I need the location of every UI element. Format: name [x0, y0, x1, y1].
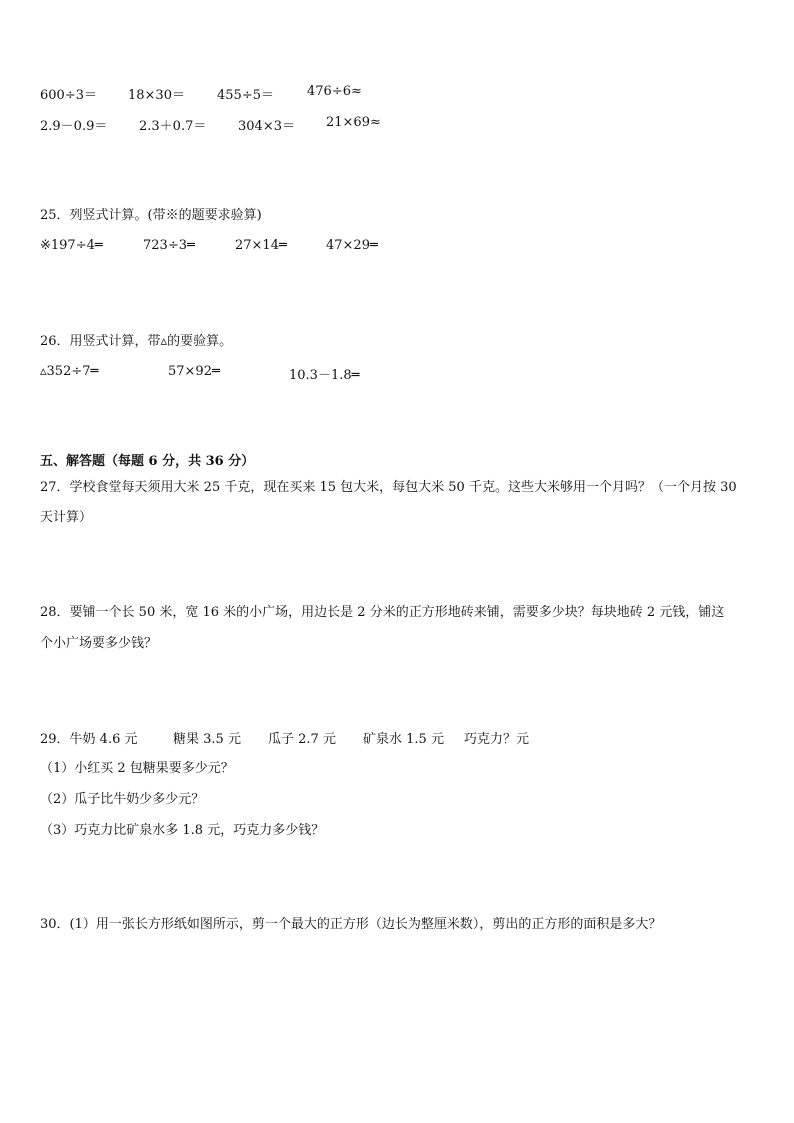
- oral-calc-item: 600÷3＝: [40, 88, 97, 103]
- question-29-sub-2: （2）瓜子比牛奶少多少元？: [40, 792, 205, 807]
- oral-calc-item: 2.9－0.9＝: [40, 119, 108, 134]
- calc-item: ▵352÷7═: [40, 364, 99, 379]
- question-29-sub-1: （1）小红买 2 包糖果要多少元？: [40, 761, 234, 776]
- question-27-line-1: 27．学校食堂每天须用大米 25 千克，现在买来 15 包大米，每包大米 50 千克。这些大米够用一个月吗？（一个月按 30: [40, 480, 737, 495]
- oral-calc-item: 476÷6≈: [307, 84, 362, 99]
- oral-calc-item: 455÷5＝: [217, 88, 274, 103]
- question-30-line-1: 30．(1）用一张长方形纸如图所示，剪一个最大的正方形（边长为整厘米数），剪出的正方形的面积是多大？: [40, 917, 662, 932]
- price-item: 瓜子 2.7 元: [268, 732, 336, 747]
- section-5-heading: 五、解答题（每题 6 分，共 36 分）: [40, 454, 255, 469]
- question-28-line-1: 28．要铺一个长 50 米，宽 16 米的小广场，用边长是 2 分米的正方形地砖来铺，需要多少块？每块地砖 2 元钱，铺这: [40, 605, 725, 620]
- calc-item: 27×14═: [235, 238, 287, 253]
- oral-calc-item: 18×30＝: [128, 88, 185, 103]
- price-item: 巧克力？元: [464, 732, 530, 747]
- price-item: 矿泉水 1.5 元: [363, 732, 444, 747]
- calc-item: ※197÷4═: [40, 238, 103, 253]
- question-27-line-2: 天计算）: [40, 510, 93, 525]
- price-item: 糖果 3.5 元: [173, 732, 241, 747]
- oral-calc-item: 21×69≈: [326, 115, 381, 130]
- calc-item: 723÷3═: [143, 238, 195, 253]
- calc-item: 10.3－1.8═: [289, 368, 360, 383]
- price-item: 29．牛奶 4.6 元: [40, 732, 138, 747]
- calc-item: 47×29═: [326, 238, 378, 253]
- oral-calc-item: 2.3＋0.7＝: [139, 119, 207, 134]
- question-28-line-2: 个小广场要多少钱？: [40, 636, 158, 651]
- question-26-title: 26．用竖式计算，带▵的要验算。: [40, 334, 233, 349]
- calc-item: 57×92═: [168, 364, 220, 379]
- question-29-sub-3: （3）巧克力比矿泉水多 1.8 元，巧克力多少钱？: [40, 823, 325, 838]
- oral-calc-item: 304×3＝: [238, 119, 295, 134]
- question-25-title: 25．列竖式计算。(带※的题要求验算): [40, 208, 262, 223]
